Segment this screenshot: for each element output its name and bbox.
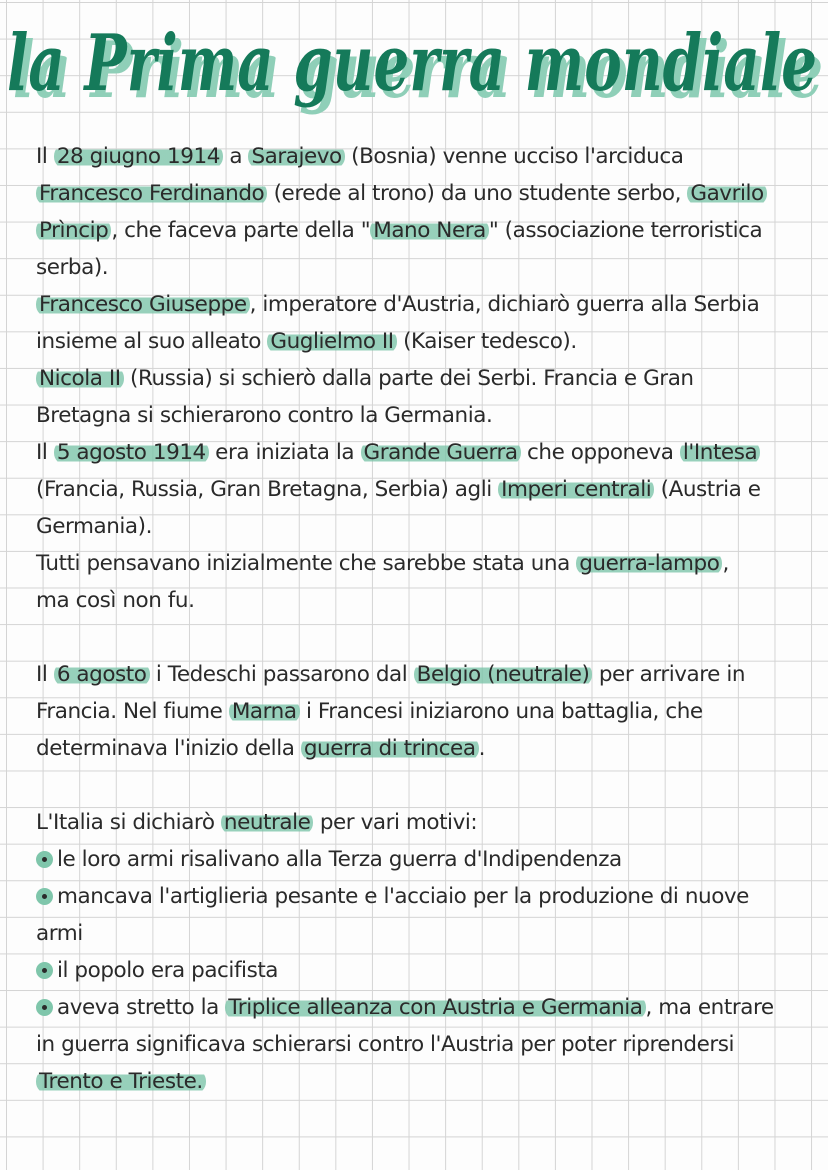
paragraph-spacer <box>36 767 806 804</box>
highlighted-term: Prìncip <box>36 218 111 243</box>
note-line <box>36 397 806 434</box>
note-line <box>36 878 806 915</box>
bullet-icon <box>36 888 53 905</box>
note-line <box>36 471 806 508</box>
note-line <box>36 249 806 286</box>
highlighted-term: guerra di trincea <box>301 736 479 761</box>
highlighted-term: Sarajevo <box>248 144 344 169</box>
page-title <box>4 2 828 122</box>
paragraph-spacer <box>36 619 806 656</box>
note-line <box>36 693 806 730</box>
text-run: Il <box>36 440 54 465</box>
highlighted-term: Mano Nera <box>370 218 489 243</box>
text-run: , ma entrare <box>645 995 774 1020</box>
note-line <box>36 730 806 767</box>
highlighted-term: Belgio (neutrale) <box>414 662 593 687</box>
text-run: Il <box>36 662 54 687</box>
notes-body <box>36 138 806 1100</box>
note-line <box>36 323 806 360</box>
text-run: Germania). <box>36 514 152 539</box>
text-run: insieme al suo alleato <box>36 329 268 354</box>
page-title-shadow: la Prima guerra mondiale <box>13 25 823 116</box>
page-title-text: la Prima guerra mondiale <box>7 18 817 109</box>
text-run: per vari motivi: <box>313 810 478 835</box>
highlighted-term: Triplice alleanza con Austria e Germania <box>225 995 645 1020</box>
note-line <box>36 841 806 878</box>
highlighted-term: Nicola II <box>36 366 124 391</box>
bullet-icon <box>36 999 53 1016</box>
text-run: armi <box>36 921 83 946</box>
highlighted-term: 5 agosto 1914 <box>54 440 209 465</box>
highlighted-term: 28 giugno 1914 <box>54 144 223 169</box>
note-line <box>36 508 806 545</box>
highlighted-term: Grande Guerra <box>361 440 521 465</box>
text-run: Francia. Nel fiume <box>36 699 229 724</box>
text-run: serba). <box>36 255 109 280</box>
page-title-lettering <box>4 2 828 122</box>
note-line <box>36 175 806 212</box>
bullet-icon <box>36 962 53 979</box>
text-run: L'Italia si dichiarò <box>36 810 221 835</box>
note-line <box>36 138 806 175</box>
note-line <box>36 1063 806 1100</box>
note-line <box>36 545 806 582</box>
highlighted-term: Trento e Trieste. <box>36 1069 206 1094</box>
note-line <box>36 434 806 471</box>
text-run: , imperatore d'Austria, dichiarò guerra alla Serbia <box>249 292 760 317</box>
text-run: ma così non fu. <box>36 588 195 613</box>
text-run: (Francia, Russia, Gran Bretagna, Serbia) agli <box>36 477 499 502</box>
text-run: , <box>722 551 729 576</box>
note-line <box>36 1026 806 1063</box>
highlighted-term: Imperi centrali <box>498 477 654 502</box>
text-run: le loro armi risalivano alla Terza guerra d'Indipendenza <box>57 847 622 872</box>
text-run: Bretagna si schierarono contro la Germania. <box>36 403 493 428</box>
text-run: era iniziata la <box>208 440 361 465</box>
text-run: Tutti pensavano inizialmente che sarebbe stata una <box>36 551 577 576</box>
note-line <box>36 952 806 989</box>
note-line <box>36 915 806 952</box>
text-run: . <box>478 736 485 761</box>
highlighted-term: Guglielmo II <box>267 329 396 354</box>
text-run: aveva stretto la <box>57 995 226 1020</box>
highlighted-term: l'Intesa <box>680 440 760 465</box>
text-run: per arrivare in <box>592 662 746 687</box>
text-run: in guerra significava schierarsi contro l'Austria per poter riprendersi <box>36 1032 735 1057</box>
highlighted-term: guerra-lampo <box>576 551 722 576</box>
note-line <box>36 804 806 841</box>
note-line <box>36 582 806 619</box>
highlighted-term: neutrale <box>221 810 314 835</box>
note-line <box>36 989 806 1026</box>
text-run: (Austria e <box>654 477 761 502</box>
bullet-icon <box>36 851 53 868</box>
highlighted-term: Marna <box>229 699 300 724</box>
text-run: Il <box>36 144 54 169</box>
text-run: determinava l'inizio della <box>36 736 301 761</box>
text-run: (Russia) si schierò dalla parte dei Serbi. Francia e Gran <box>123 366 694 391</box>
text-run: (Kaiser tedesco). <box>396 329 577 354</box>
highlighted-term: Gavrilo <box>687 181 766 206</box>
text-run: i Tedeschi passarono dal <box>149 662 414 687</box>
text-run: (erede al trono) da uno studente serbo, <box>267 181 688 206</box>
highlighted-term: Francesco Giuseppe <box>36 292 250 317</box>
text-run: (Bosnia) venne ucciso l'arciduca <box>344 144 684 169</box>
note-line <box>36 656 806 693</box>
text-run: che opponeva <box>520 440 680 465</box>
note-line <box>36 286 806 323</box>
text-run: il popolo era pacifista <box>57 958 279 983</box>
note-line <box>36 212 806 249</box>
highlighted-term: 6 agosto <box>54 662 150 687</box>
note-line <box>36 360 806 397</box>
text-run: mancava l'artiglieria pesante e l'acciaio per la produzione di nuove <box>57 884 749 909</box>
highlighted-term: Francesco Ferdinando <box>36 181 267 206</box>
text-run: " (associazione terroristica <box>488 218 763 243</box>
text-run: a <box>222 144 249 169</box>
text-run: , che faceva parte della " <box>111 218 371 243</box>
text-run: i Francesi iniziarono una battaglia, che <box>299 699 703 724</box>
